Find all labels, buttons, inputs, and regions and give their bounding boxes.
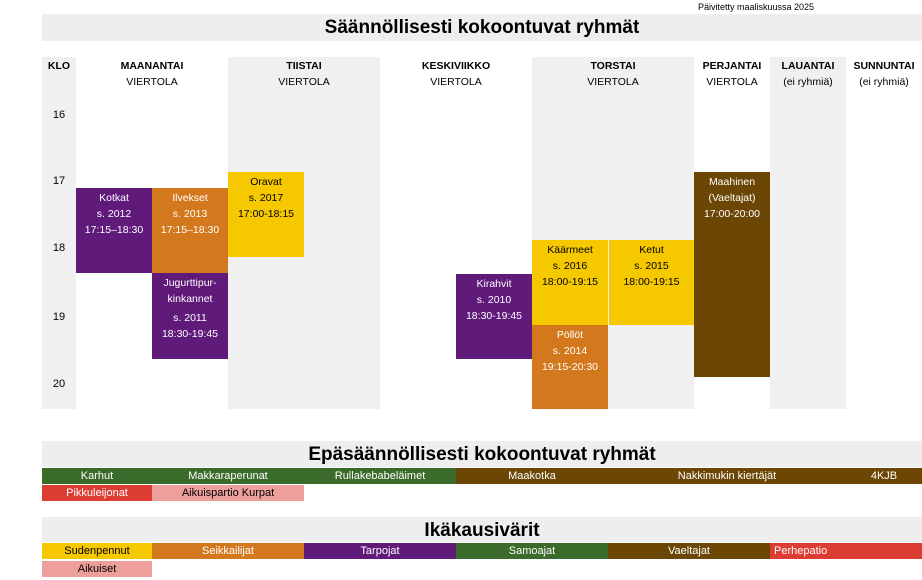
age-cell-samoajat: Samoajat bbox=[456, 543, 608, 559]
hour-label: 17 bbox=[52, 175, 66, 187]
age-cell-aikuiset: Aikuiset bbox=[42, 561, 152, 577]
ages-title: Ikäkausivärit bbox=[424, 520, 540, 541]
day-location: VIERTOLA bbox=[278, 76, 330, 88]
day-name: TORSTAI bbox=[590, 60, 636, 72]
group-cell-aikuispartio-kurpat: Aikuispartio Kurpat bbox=[152, 485, 304, 501]
group-cell-maakotka: Maakotka bbox=[456, 468, 608, 484]
hour-label: 20 bbox=[52, 378, 66, 390]
age-cell-vaeltajat: Vaeltajat bbox=[608, 543, 770, 559]
group-block-maahinen: Maahinen (Vaeltajat) 17:00-20:00 bbox=[694, 172, 770, 377]
group-block-jugurttipurkinkannet: Jugurttipur- kinkannet s. 2011 18:30-19:45 bbox=[152, 273, 228, 359]
day-location: VIERTOLA bbox=[126, 76, 178, 88]
hour-label: 18 bbox=[52, 242, 66, 254]
day-name: KESKIVIIKKO bbox=[421, 60, 491, 72]
age-cell-tarpojat: Tarpojat bbox=[304, 543, 456, 559]
age-cell-seikkailijat: Seikkailijat bbox=[152, 543, 304, 559]
hour-label: 19 bbox=[52, 311, 66, 323]
age-cell-perhepatio: Perhepatio bbox=[770, 543, 922, 559]
group-block-ilvekset: Ilvekset s. 2013 17:15–18:30 bbox=[152, 188, 228, 273]
day-name: SUNNUNTAI bbox=[853, 60, 915, 72]
day-header-sunday bbox=[846, 58, 922, 90]
day-header-thursday bbox=[532, 58, 694, 90]
day-name: TIISTAI bbox=[286, 60, 322, 72]
group-block-kirahvit: Kirahvit s. 2010 18:30-19:45 bbox=[456, 274, 532, 359]
group-cell-makkaraperunat: Makkaraperunat bbox=[152, 468, 304, 484]
day-location: VIERTOLA bbox=[430, 76, 482, 88]
day-location: (ei ryhmiä) bbox=[783, 76, 833, 88]
group-cell-karhut: Karhut bbox=[42, 468, 152, 484]
age-cell-sudenpennut: Sudenpennut bbox=[42, 543, 152, 559]
group-block-oravat: Oravat s. 2017 17:00-18:15 bbox=[228, 172, 304, 257]
group-block-kotkat: Kotkat s. 2012 17:15–18:30 bbox=[76, 188, 152, 273]
group-cell-4kjb: 4KJB bbox=[846, 468, 922, 484]
group-block-ketut: Ketut s. 2015 18:00-19:15 bbox=[609, 240, 694, 325]
day-name: PERJANTAI bbox=[702, 60, 762, 72]
hour-label: 16 bbox=[52, 109, 66, 121]
day-location: VIERTOLA bbox=[587, 76, 639, 88]
klo-header: KLO bbox=[47, 60, 71, 72]
day-header-monday bbox=[76, 58, 228, 90]
group-cell-rullakebabelaimet: Rullakebabeläimet bbox=[304, 468, 456, 484]
group-block-pollot: Pöllöt s. 2014 19:15-20:30 bbox=[532, 325, 608, 409]
day-location: VIERTOLA bbox=[706, 76, 758, 88]
group-cell-nakkimukin-kiertajat: Nakkimukin kiertäjät bbox=[608, 468, 846, 484]
day-header-saturday bbox=[770, 58, 846, 90]
regular-title: Säännöllisesti kokoontuvat ryhmät bbox=[324, 17, 640, 38]
group-cell-pikkuleijonat: Pikkuleijonat bbox=[42, 485, 152, 501]
day-header-friday bbox=[694, 58, 770, 90]
irregular-title: Epäsäännöllisesti kokoontuvat ryhmät bbox=[308, 444, 656, 465]
updated-note: Päivitetty maaliskuussa 2025 bbox=[698, 2, 815, 12]
group-block-kaarmeet: Käärmeet s. 2016 18:00-19:15 bbox=[532, 240, 608, 325]
day-name: LAUANTAI bbox=[781, 60, 835, 72]
saturday-column bbox=[770, 57, 846, 409]
day-header-wednesday bbox=[380, 58, 532, 90]
day-header-tuesday bbox=[228, 58, 380, 90]
day-name: MAANANTAI bbox=[120, 60, 184, 72]
day-location: (ei ryhmiä) bbox=[859, 76, 909, 88]
